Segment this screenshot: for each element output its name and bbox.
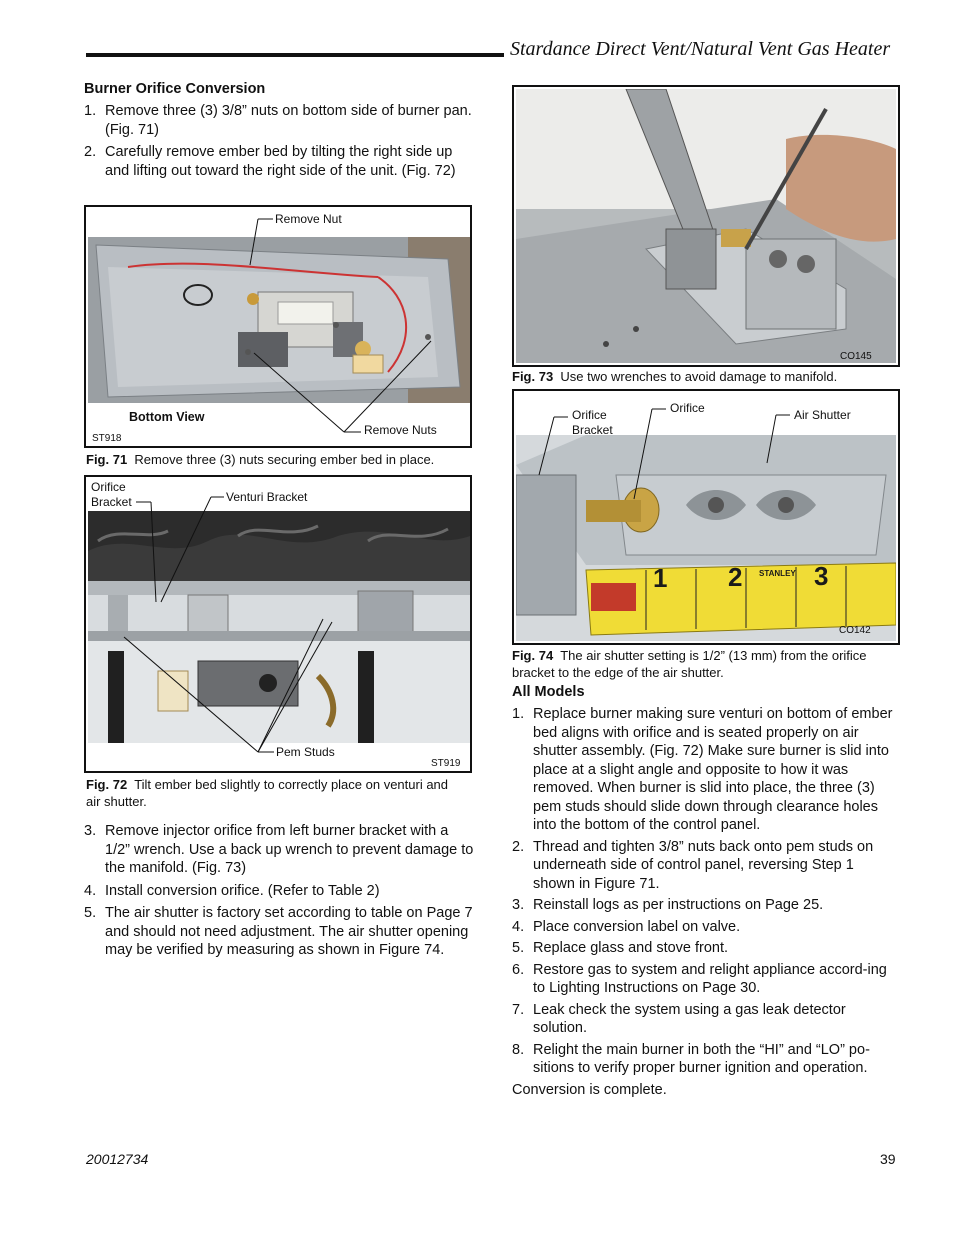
section-title-all-models: All Models	[512, 684, 585, 700]
list-item	[512, 918, 898, 937]
step-number: 1.	[84, 103, 97, 119]
tape-mark-3: 3	[814, 561, 829, 591]
list-item	[84, 143, 474, 180]
figure-73	[512, 85, 900, 367]
step-number: 3.	[84, 823, 97, 839]
step-text: Thread and tighten 3/8” nuts back onto pem studs on underneath side of control panel, reversing Step 1 shown in Figure 71.	[533, 838, 874, 892]
figure-71-caption	[86, 452, 476, 469]
step-text: Leak check the system using a gas leak detector solution.	[533, 1001, 846, 1036]
left-column-intro	[84, 81, 474, 180]
step-text: Reinstall logs as per instructions on Page 25.	[533, 897, 824, 913]
step-number: 2.	[512, 838, 525, 855]
step-text: Replace glass and stove front.	[533, 940, 729, 956]
tape-mark-1: 1	[653, 563, 668, 593]
wrench-illustration	[516, 89, 896, 363]
tape-mark-2: 2	[728, 562, 743, 592]
list-item	[84, 882, 474, 901]
step-number: 4.	[512, 918, 525, 935]
callout-lines	[514, 391, 900, 645]
step-text: Install conversion orifice. (Refer to Table 2)	[105, 882, 380, 899]
step-text: Carefully remove ember bed by tilting the right side up and lifting out toward the right side of the unit. (Fig. 72)	[105, 144, 456, 179]
closing-note: Conversion is complete.	[512, 1081, 667, 1098]
caption-text: Use two wrenches to avoid damage to manifold.	[560, 369, 838, 384]
steps-list-b	[84, 822, 474, 960]
list-item	[512, 896, 898, 915]
step-number: 1.	[512, 706, 525, 722]
list-item	[512, 1001, 898, 1038]
figure-73-caption	[512, 369, 902, 386]
step-number: 5.	[512, 940, 525, 956]
callout-lines	[86, 477, 472, 773]
caption-number: Fig. 74	[512, 648, 554, 663]
figure-72	[84, 475, 472, 773]
label-bottom-view: Bottom View	[129, 410, 205, 424]
caption-text: Tilt ember bed slightly to correctly place on venturi and air shutter.	[86, 777, 449, 809]
figure-code: CO145	[840, 351, 872, 362]
section-title-burner-orifice: Burner Orifice Conversion	[84, 81, 266, 97]
label-venturi-bracket: Venturi Bracket	[226, 490, 308, 504]
step-number: 8.	[512, 1041, 525, 1058]
step-text: The air shutter is factory set according to table on Page 7 and should not need adjustment. The air shutter opening may be verified by measuring as shown in Figure 74.	[105, 905, 473, 958]
caption-number: Fig. 71	[86, 452, 128, 467]
callout-lines	[86, 207, 472, 448]
label-remove-nut: Remove Nut	[275, 212, 342, 226]
label-orifice-bracket-line1: Orifice	[572, 408, 607, 422]
label-remove-nuts: Remove Nuts	[364, 423, 437, 437]
list-item	[512, 1041, 898, 1078]
list-item	[84, 102, 474, 139]
list-item	[84, 822, 474, 878]
figure-71	[84, 205, 472, 448]
figure-code: CO142	[839, 625, 871, 636]
step-number: 5.	[84, 905, 97, 921]
label-orifice: Orifice	[91, 480, 126, 494]
document-number: 20012734	[86, 1151, 149, 1167]
header-rule	[86, 53, 504, 57]
figure-74	[512, 389, 900, 645]
list-item	[84, 904, 474, 960]
caption-number: Fig. 72	[86, 777, 128, 792]
list-item	[512, 838, 898, 894]
step-text: Restore gas to system and relight appliance accord-ing to Lighting Instructions on Page 30.	[533, 961, 887, 996]
step-text: Relight the main burner in both the “HI” and “LO” po-sitions to verify proper burner ignition and operation.	[533, 1041, 870, 1076]
step-text: Replace burner making sure venturi on bottom of ember bed aligns with orifice and is seated properly on air shutter assembly. (Fig. 72) Make sure burner is slid into place at a slight angle and opposite to how it was removed. When burner is slid into place, the three (3) pem studs should slide down through clearance holes into the bottom of the control panel.	[533, 706, 893, 833]
photo-two-wrenches	[516, 89, 896, 363]
step-text: Remove three (3) 3/8” nuts on bottom side of burner pan. (Fig. 71)	[105, 103, 472, 138]
label-orifice-bracket-line2: Bracket	[572, 423, 613, 437]
tape-brand: STANLEY	[759, 569, 796, 578]
label-bracket: Bracket	[91, 495, 132, 509]
page-number: 39	[880, 1151, 896, 1167]
step-text: Remove injector orifice from left burner bracket with a 1/2” wrench. Use a back up wrench to prevent damage to the manifold. (Fig. 73)	[105, 823, 474, 876]
caption-text: Remove three (3) nuts securing ember bed in place.	[134, 452, 435, 467]
step-number: 7.	[512, 1001, 525, 1018]
label-pem-studs: Pem Studs	[276, 745, 335, 759]
list-item	[512, 705, 898, 835]
step-number: 6.	[512, 961, 525, 978]
step-number: 4.	[84, 882, 97, 899]
steps-list-all-models	[512, 705, 898, 1078]
caption-number: Fig. 73	[512, 369, 554, 384]
list-item	[512, 961, 898, 998]
step-number: 2.	[84, 144, 97, 160]
label-orifice: Orifice	[670, 401, 705, 415]
label-air-shutter: Air Shutter	[794, 408, 851, 422]
figure-code: ST918	[92, 433, 122, 444]
caption-text: The air shutter setting is 1/2” (13 mm) from the orifice bracket to the edge of the air shutter.	[512, 648, 867, 680]
figure-code: ST919	[431, 758, 461, 769]
figure-74-caption	[512, 648, 904, 681]
figure-72-caption	[86, 777, 466, 810]
right-column-steps	[512, 684, 898, 1099]
steps-list-a	[84, 102, 474, 180]
step-text: Place conversion label on valve.	[533, 918, 741, 935]
page-header-title: Stardance Direct Vent/Natural Vent Gas Heater	[510, 38, 891, 60]
step-number: 3.	[512, 897, 525, 913]
list-item	[512, 939, 898, 958]
left-column-steps	[84, 822, 474, 960]
